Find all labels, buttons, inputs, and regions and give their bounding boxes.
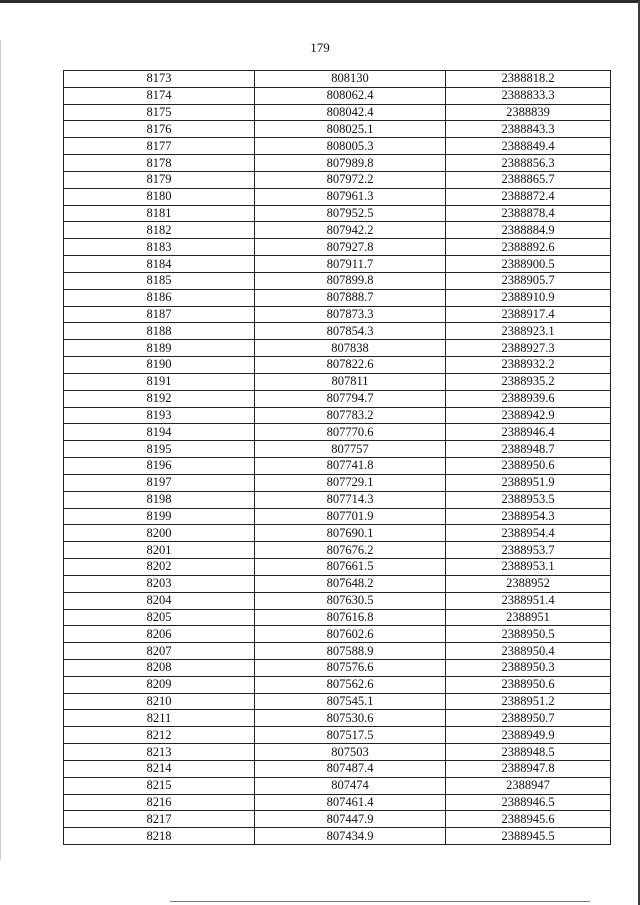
y-coordinate-cell: 2388905.7 [446, 272, 611, 289]
scan-edge-bottom [170, 901, 590, 902]
point-number-cell: 8196 [64, 458, 255, 475]
table-row [64, 643, 611, 660]
table-row [64, 306, 611, 323]
table-row [64, 727, 611, 744]
x-coordinate-cell: 807588.9 [255, 643, 446, 660]
x-coordinate-cell: 807447.9 [255, 811, 446, 828]
x-coordinate-cell: 807854.3 [255, 323, 446, 340]
y-coordinate-cell: 2388946.5 [446, 794, 611, 811]
point-number-cell: 8183 [64, 239, 255, 256]
x-coordinate-cell: 807794.7 [255, 390, 446, 407]
point-number-cell: 8204 [64, 592, 255, 609]
y-coordinate-cell: 2388878.4 [446, 205, 611, 222]
y-coordinate-cell: 2388954.4 [446, 525, 611, 542]
y-coordinate-cell: 2388843.3 [446, 121, 611, 138]
point-number-cell: 8193 [64, 407, 255, 424]
y-coordinate-cell: 2388951.9 [446, 474, 611, 491]
x-coordinate-cell: 807899.8 [255, 272, 446, 289]
y-coordinate-cell: 2388856.3 [446, 155, 611, 172]
table-row [64, 559, 611, 576]
table-row [64, 508, 611, 525]
y-coordinate-cell: 2388954.3 [446, 508, 611, 525]
y-coordinate-cell: 2388917.4 [446, 306, 611, 323]
coordinate-table-body [64, 71, 611, 845]
point-number-cell: 8199 [64, 508, 255, 525]
y-coordinate-cell: 2388946.4 [446, 424, 611, 441]
x-coordinate-cell: 807530.6 [255, 710, 446, 727]
x-coordinate-cell: 807517.5 [255, 727, 446, 744]
point-number-cell: 8186 [64, 289, 255, 306]
y-coordinate-cell: 2388927.3 [446, 340, 611, 357]
table-row [64, 205, 611, 222]
table-row [64, 340, 611, 357]
point-number-cell: 8182 [64, 222, 255, 239]
point-number-cell: 8188 [64, 323, 255, 340]
table-row [64, 188, 611, 205]
y-coordinate-cell: 2388950.7 [446, 710, 611, 727]
x-coordinate-cell: 808005.3 [255, 138, 446, 155]
x-coordinate-cell: 808130 [255, 71, 446, 88]
point-number-cell: 8201 [64, 542, 255, 559]
y-coordinate-cell: 2388923.1 [446, 323, 611, 340]
x-coordinate-cell: 807714.3 [255, 491, 446, 508]
table-row [64, 121, 611, 138]
y-coordinate-cell: 2388884.9 [446, 222, 611, 239]
x-coordinate-cell: 807545.1 [255, 693, 446, 710]
x-coordinate-cell: 808062.4 [255, 87, 446, 104]
x-coordinate-cell: 807838 [255, 340, 446, 357]
x-coordinate-cell: 807487.4 [255, 760, 446, 777]
x-coordinate-cell: 807690.1 [255, 525, 446, 542]
x-coordinate-cell: 807961.3 [255, 188, 446, 205]
point-number-cell: 8203 [64, 575, 255, 592]
table-row [64, 474, 611, 491]
point-number-cell: 8191 [64, 373, 255, 390]
table-row [64, 373, 611, 390]
y-coordinate-cell: 2388953.7 [446, 542, 611, 559]
y-coordinate-cell: 2388948.7 [446, 441, 611, 458]
x-coordinate-cell: 807729.1 [255, 474, 446, 491]
table-row [64, 323, 611, 340]
table-row [64, 710, 611, 727]
x-coordinate-cell: 807503 [255, 744, 446, 761]
x-coordinate-cell: 807927.8 [255, 239, 446, 256]
point-number-cell: 8189 [64, 340, 255, 357]
table-row [64, 256, 611, 273]
y-coordinate-cell: 2388910.9 [446, 289, 611, 306]
y-coordinate-cell: 2388872.4 [446, 188, 611, 205]
table-row [64, 441, 611, 458]
point-number-cell: 8173 [64, 71, 255, 88]
point-number-cell: 8175 [64, 104, 255, 121]
y-coordinate-cell: 2388953.1 [446, 559, 611, 576]
point-number-cell: 8206 [64, 626, 255, 643]
point-number-cell: 8218 [64, 828, 255, 845]
point-number-cell: 8194 [64, 424, 255, 441]
x-coordinate-cell: 807661.5 [255, 559, 446, 576]
y-coordinate-cell: 2388839 [446, 104, 611, 121]
y-coordinate-cell: 2388945.5 [446, 828, 611, 845]
y-coordinate-cell: 2388818.2 [446, 71, 611, 88]
x-coordinate-cell: 807888.7 [255, 289, 446, 306]
y-coordinate-cell: 2388947 [446, 777, 611, 794]
table-row [64, 760, 611, 777]
x-coordinate-cell: 807602.6 [255, 626, 446, 643]
point-number-cell: 8176 [64, 121, 255, 138]
y-coordinate-cell: 2388951 [446, 609, 611, 626]
table-row [64, 289, 611, 306]
point-number-cell: 8216 [64, 794, 255, 811]
point-number-cell: 8181 [64, 205, 255, 222]
point-number-cell: 8178 [64, 155, 255, 172]
y-coordinate-cell: 2388947.8 [446, 760, 611, 777]
point-number-cell: 8192 [64, 390, 255, 407]
table-row [64, 71, 611, 88]
table-row [64, 458, 611, 475]
point-number-cell: 8174 [64, 87, 255, 104]
table-row [64, 744, 611, 761]
table-row [64, 357, 611, 374]
x-coordinate-cell: 807461.4 [255, 794, 446, 811]
x-coordinate-cell: 807770.6 [255, 424, 446, 441]
point-number-cell: 8205 [64, 609, 255, 626]
point-number-cell: 8217 [64, 811, 255, 828]
scan-edge-top [0, 0, 640, 3]
y-coordinate-cell: 2388849.4 [446, 138, 611, 155]
page-number: 179 [310, 40, 330, 55]
y-coordinate-cell: 2388935.2 [446, 373, 611, 390]
point-number-cell: 8198 [64, 491, 255, 508]
table-row [64, 424, 611, 441]
point-number-cell: 8208 [64, 659, 255, 676]
table-row [64, 693, 611, 710]
point-number-cell: 8180 [64, 188, 255, 205]
point-number-cell: 8184 [64, 256, 255, 273]
y-coordinate-cell: 2388953.5 [446, 491, 611, 508]
y-coordinate-cell: 2388865.7 [446, 171, 611, 188]
table-row [64, 575, 611, 592]
table-row [64, 87, 611, 104]
y-coordinate-cell: 2388950.4 [446, 643, 611, 660]
y-coordinate-cell: 2388950.6 [446, 676, 611, 693]
table-row [64, 390, 611, 407]
point-number-cell: 8207 [64, 643, 255, 660]
y-coordinate-cell: 2388833.3 [446, 87, 611, 104]
table-row [64, 777, 611, 794]
x-coordinate-cell: 807911.7 [255, 256, 446, 273]
y-coordinate-cell: 2388892.6 [446, 239, 611, 256]
table-row [64, 407, 611, 424]
x-coordinate-cell: 807811 [255, 373, 446, 390]
x-coordinate-cell: 807942.2 [255, 222, 446, 239]
y-coordinate-cell: 2388900.5 [446, 256, 611, 273]
x-coordinate-cell: 807648.2 [255, 575, 446, 592]
y-coordinate-cell: 2388951.2 [446, 693, 611, 710]
x-coordinate-cell: 807576.6 [255, 659, 446, 676]
table-row [64, 104, 611, 121]
x-coordinate-cell: 807676.2 [255, 542, 446, 559]
x-coordinate-cell: 807873.3 [255, 306, 446, 323]
x-coordinate-cell: 808025.1 [255, 121, 446, 138]
point-number-cell: 8197 [64, 474, 255, 491]
point-number-cell: 8214 [64, 760, 255, 777]
table-row [64, 794, 611, 811]
x-coordinate-cell: 807989.8 [255, 155, 446, 172]
table-row [64, 542, 611, 559]
table-row [64, 525, 611, 542]
table-row [64, 239, 611, 256]
table-row [64, 828, 611, 845]
x-coordinate-cell: 807741.8 [255, 458, 446, 475]
point-number-cell: 8179 [64, 171, 255, 188]
table-row [64, 592, 611, 609]
y-coordinate-cell: 2388942.9 [446, 407, 611, 424]
point-number-cell: 8200 [64, 525, 255, 542]
y-coordinate-cell: 2388952 [446, 575, 611, 592]
table-row [64, 491, 611, 508]
point-number-cell: 8190 [64, 357, 255, 374]
point-number-cell: 8215 [64, 777, 255, 794]
point-number-cell: 8185 [64, 272, 255, 289]
y-coordinate-cell: 2388950.3 [446, 659, 611, 676]
x-coordinate-cell: 807616.8 [255, 609, 446, 626]
table-row [64, 138, 611, 155]
x-coordinate-cell: 807434.9 [255, 828, 446, 845]
point-number-cell: 8210 [64, 693, 255, 710]
x-coordinate-cell: 807757 [255, 441, 446, 458]
point-number-cell: 8211 [64, 710, 255, 727]
table-row [64, 155, 611, 172]
y-coordinate-cell: 2388939.6 [446, 390, 611, 407]
table-row [64, 811, 611, 828]
x-coordinate-cell: 807701.9 [255, 508, 446, 525]
x-coordinate-cell: 807562.6 [255, 676, 446, 693]
table-row [64, 171, 611, 188]
y-coordinate-cell: 2388949.9 [446, 727, 611, 744]
y-coordinate-cell: 2388945.6 [446, 811, 611, 828]
table-row [64, 272, 611, 289]
y-coordinate-cell: 2388950.5 [446, 626, 611, 643]
x-coordinate-cell: 807952.5 [255, 205, 446, 222]
coordinate-table [63, 70, 611, 845]
point-number-cell: 8202 [64, 559, 255, 576]
point-number-cell: 8177 [64, 138, 255, 155]
x-coordinate-cell: 807630.5 [255, 592, 446, 609]
table-row [64, 609, 611, 626]
point-number-cell: 8212 [64, 727, 255, 744]
x-coordinate-cell: 808042.4 [255, 104, 446, 121]
point-number-cell: 8187 [64, 306, 255, 323]
y-coordinate-cell: 2388951.4 [446, 592, 611, 609]
scan-edge-left [0, 40, 1, 860]
point-number-cell: 8195 [64, 441, 255, 458]
x-coordinate-cell: 807474 [255, 777, 446, 794]
y-coordinate-cell: 2388950.6 [446, 458, 611, 475]
x-coordinate-cell: 807783.2 [255, 407, 446, 424]
table-row [64, 222, 611, 239]
table-row [64, 626, 611, 643]
table-row [64, 659, 611, 676]
table-row [64, 676, 611, 693]
y-coordinate-cell: 2388948.5 [446, 744, 611, 761]
point-number-cell: 8209 [64, 676, 255, 693]
x-coordinate-cell: 807822.6 [255, 357, 446, 374]
point-number-cell: 8213 [64, 744, 255, 761]
x-coordinate-cell: 807972.2 [255, 171, 446, 188]
y-coordinate-cell: 2388932.2 [446, 357, 611, 374]
